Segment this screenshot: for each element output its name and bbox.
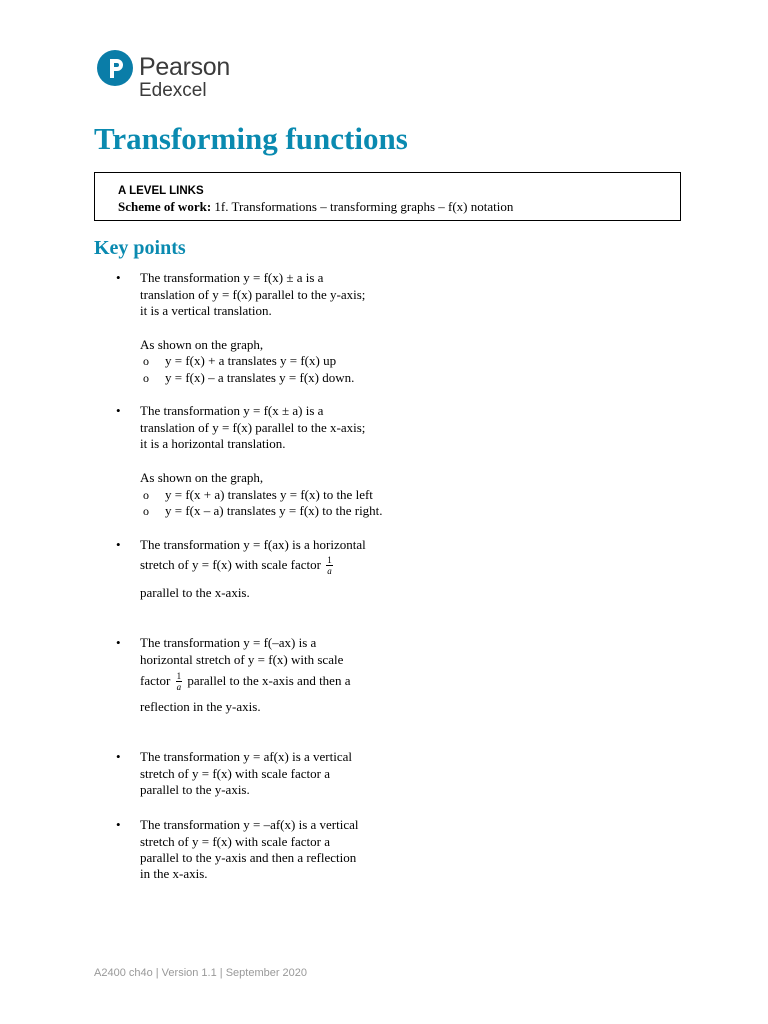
brand-name: Pearson	[139, 53, 231, 81]
fraction-one-over-a	[176, 672, 183, 692]
page-footer: A2400 ch4o | Version 1.1 | September 2020	[94, 967, 308, 979]
bullet-icon: •	[116, 749, 121, 764]
point-3-line-2	[140, 556, 335, 576]
page-title: Transforming functions	[94, 121, 408, 156]
bullet-icon: •	[116, 403, 121, 418]
bullet-icon: •	[116, 635, 121, 650]
point-4-line-2: horizontal stretch of y = f(x) with scale	[140, 652, 344, 667]
point-2-shown: As shown on the graph,	[140, 470, 264, 485]
bullet-icon: •	[116, 270, 121, 285]
brand-sub: Edexcel	[139, 80, 207, 101]
point-2-line-3: it is a horizontal translation.	[140, 436, 286, 451]
fraction-numerator: 1	[176, 671, 182, 681]
point-2-line-1: The transformation y = f(x ± a) is a	[140, 403, 324, 418]
fraction-one-over-a	[326, 556, 333, 576]
point-1-sub-2: y = f(x) – a translates y = f(x) down.	[165, 370, 355, 385]
a-level-links-box	[94, 172, 681, 221]
key-points-heading: Key points	[94, 237, 186, 259]
pearson-p-icon	[97, 50, 133, 86]
pearson-logo	[97, 50, 237, 102]
point-6-line-4: in the x-axis.	[140, 866, 208, 881]
point-3-line-2-text: stretch of y = f(x) with scale factor	[140, 556, 321, 572]
point-1-line-2: translation of y = f(x) parallel to the y-axis;	[140, 287, 366, 302]
point-2-sub-2: y = f(x – a) translates y = f(x) to the right.	[165, 503, 383, 518]
sub-bullet-icon: o	[143, 504, 149, 518]
point-6-line-1: The transformation y = –af(x) is a vertical	[140, 817, 359, 832]
point-4-line-3-pre: factor	[140, 672, 171, 688]
point-4-line-4: reflection in the y-axis.	[140, 699, 261, 714]
bullet-icon: •	[116, 817, 121, 832]
point-2-line-2: translation of y = f(x) parallel to the x-axis;	[140, 420, 366, 435]
point-1-sub-1: y = f(x) + a translates y = f(x) up	[165, 353, 337, 368]
point-6-line-3: parallel to the y-axis and then a reflection	[140, 850, 357, 865]
point-5-line-1: The transformation y = af(x) is a vertical	[140, 749, 352, 764]
sub-bullet-icon: o	[143, 488, 149, 502]
point-1-line-3: it is a vertical translation.	[140, 303, 272, 318]
point-6-line-2: stretch of y = f(x) with scale factor a	[140, 834, 330, 849]
point-5-line-3: parallel to the y-axis.	[140, 782, 250, 797]
point-4-line-3-post: parallel to the x-axis and then a	[187, 672, 351, 688]
sub-bullet-icon: o	[143, 371, 149, 385]
sub-bullet-icon: o	[143, 354, 149, 368]
point-3-line-3: parallel to the x-axis.	[140, 585, 250, 600]
fraction-denominator: a	[327, 566, 332, 576]
point-5-line-2: stretch of y = f(x) with scale factor a	[140, 766, 330, 781]
point-4-line-3	[140, 672, 350, 692]
bullet-icon: •	[116, 537, 121, 552]
point-2-sub-1: y = f(x + a) translates y = f(x) to the left	[165, 487, 373, 502]
scheme-text: 1f. Transformations – transforming graphs – f(x) notation	[214, 199, 514, 214]
fraction-numerator: 1	[327, 555, 332, 565]
point-4-line-1: The transformation y = f(–ax) is a	[140, 635, 317, 650]
scheme-label: Scheme of work:	[118, 199, 212, 214]
fraction-denominator: a	[176, 682, 182, 692]
point-3-line-1: The transformation y = f(ax) is a horizontal	[140, 537, 366, 552]
point-1-line-1: The transformation y = f(x) ± a is a	[140, 270, 324, 285]
scheme-of-work	[118, 199, 513, 215]
point-1-shown: As shown on the graph,	[140, 337, 264, 352]
links-heading: A LEVEL LINKS	[118, 185, 204, 197]
